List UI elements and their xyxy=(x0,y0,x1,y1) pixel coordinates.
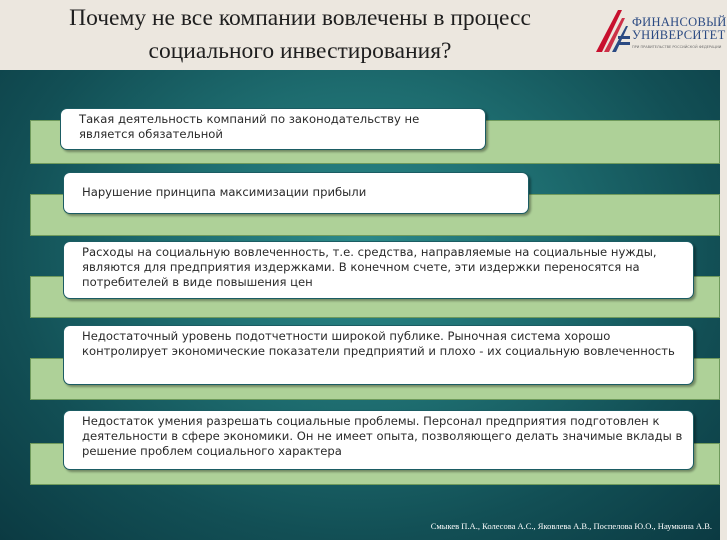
authors-footer: Смыкев П.А., Колесова А.С., Яковлева А.В., Поспелова Ю.О., Наумкина А.В. xyxy=(430,521,712,531)
reason-box xyxy=(63,410,694,470)
logo-line-1: ФИНАНСОВЫЙ xyxy=(632,15,727,29)
reason-text: Недостаточный уровень подотчетности широкой публике. Рыночная система хорошо контролирует экономические показатели предприятий и плохо - их социальную вовлеченность xyxy=(82,329,675,358)
reason-text: Расходы на социальную вовлеченность, т.е. средства, направляемые на социальные нужды, являются для предприятия издержками. В конечном счете, эти издержки переносятся на потребителей в виде повышения цен xyxy=(82,245,657,289)
logo-emblem-icon xyxy=(592,8,632,58)
reason-text: Такая деятельность компаний по законодательству не является обязательной xyxy=(79,112,420,141)
logo-line-2: УНИВЕРСИТЕТ xyxy=(632,27,726,42)
slide-title xyxy=(0,2,600,68)
reason-box xyxy=(63,172,529,214)
logo-tagline: ПРИ ПРАВИТЕЛЬСТВЕ РОССИЙСКОЙ ФЕДЕРАЦИИ xyxy=(632,45,722,49)
university-logo xyxy=(592,8,727,58)
title-line-2: социального инвестирования? xyxy=(148,38,452,64)
reason-box xyxy=(63,241,694,299)
reason-box xyxy=(63,325,694,385)
reason-box xyxy=(60,108,486,150)
reason-text: Недостаток умения разрешать социальные проблемы. Персонал предприятия подготовлен к деятельности в сфере экономики. Он не имеет опыта, позволяющего делать значимые вклады в решение проблем социального характера xyxy=(82,414,683,458)
reason-text: Нарушение принципа максимизации прибыли xyxy=(82,185,367,199)
logo-wordmark xyxy=(632,16,727,41)
slide-header xyxy=(0,0,727,70)
title-line-1: Почему не все компании вовлечены в процесс xyxy=(69,5,531,31)
